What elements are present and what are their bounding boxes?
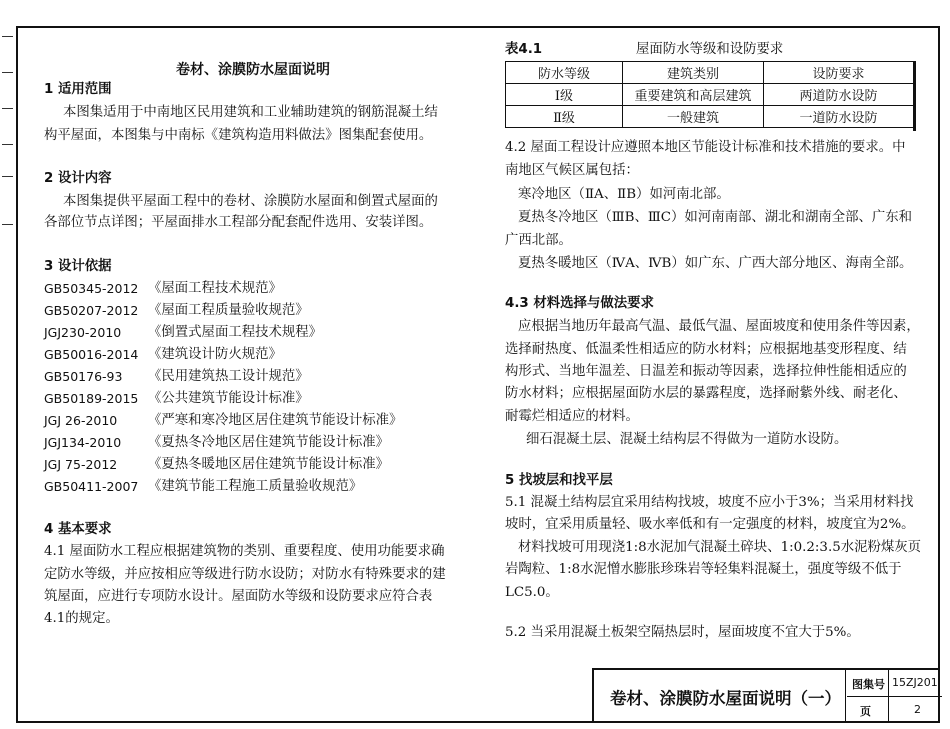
table-row bbox=[506, 106, 914, 128]
text-line: 夏热冬冷地区（ⅢB、ⅢC）如河南南部、湖北和湖南全部、广东和 bbox=[518, 210, 913, 225]
text-line: 防水材料；应根据屋面防水层的暴露程度，选择耐紫外线、耐老化、 bbox=[505, 386, 907, 401]
text-line: 岩陶粒、1:8水泥憎水膨胀珍珠岩等轻集料混凝土，强度等级不低于 bbox=[505, 562, 902, 577]
text-line: 细石混凝土层、混凝土结构层不得做为一道防水设防。 bbox=[526, 432, 848, 447]
section-3-heading: 3 设计依据 bbox=[44, 259, 112, 274]
standard-code: GB50345-2012 bbox=[44, 281, 139, 296]
standard-code: JGJ 26-2010 bbox=[44, 413, 118, 428]
text-line: 4.2 屋面工程设计应遵照本地区节能设计标准和技术措施的要求。中 bbox=[505, 140, 906, 155]
text-line: 4.1的规定。 bbox=[44, 611, 119, 626]
standard-name: 《建筑设计防火规范》 bbox=[148, 347, 282, 362]
standard-name: 《夏热冬冷地区居住建筑节能设计标准》 bbox=[148, 435, 390, 450]
text-line: LC5.0。 bbox=[505, 585, 559, 600]
table-caption: 屋面防水等级和设防要求 bbox=[636, 42, 784, 57]
divider bbox=[845, 670, 846, 723]
standard-code: GB50016-2014 bbox=[44, 347, 139, 362]
section-1-heading: 1 适用范围 bbox=[44, 82, 112, 97]
table-header-cell: 建筑类别 bbox=[623, 62, 764, 84]
text-line: 各部位节点详图；平屋面排水工程部分配套配件选用、安装详图。 bbox=[44, 215, 433, 230]
text-line: 应根据当地历年最高气温、最低气温、屋面坡度和使用条件等因素， bbox=[518, 319, 920, 334]
standard-name: 《夏热冬暖地区居住建筑节能设计标准》 bbox=[148, 457, 390, 472]
table-cell: Ⅱ级 bbox=[506, 106, 623, 128]
table-cell: 一般建筑 bbox=[623, 106, 764, 128]
standard-code: JGJ134-2010 bbox=[44, 435, 122, 450]
text-line: 南地区气候区属包括： bbox=[505, 163, 639, 178]
text-line: 夏热冬暖地区（ⅣA、ⅣB）如广东、广西大部分地区、海南全部。 bbox=[518, 256, 913, 271]
text-line: 构平屋面，本图集与中南标《建筑构造用料做法》图集配套使用。 bbox=[44, 128, 433, 143]
text-line: 本图集适用于中南地区民用建筑和工业辅助建筑的钢筋混凝土结 bbox=[63, 105, 438, 120]
text-line: 定防水等级，并应按相应等级进行防水设防；对防水有特殊要求的建 bbox=[44, 567, 446, 582]
standard-code: GB50189-2015 bbox=[44, 391, 139, 406]
standard-name: 《倒置式屋面工程技术规程》 bbox=[148, 325, 323, 340]
table-cell: Ⅰ级 bbox=[506, 84, 623, 106]
standard-name: 《严寒和寒冷地区居住建筑节能设计标准》 bbox=[148, 413, 403, 428]
atlas-number: 15ZJ201 bbox=[892, 676, 938, 689]
text-line: 5.2 当采用混凝土板架空隔热层时，屋面坡度不宜大于5%。 bbox=[505, 625, 860, 640]
table-cell: 一道防水设防 bbox=[764, 106, 914, 128]
text-line: 本图集提供平屋面工程中的卷材、涂膜防水屋面和倒置式屋面的 bbox=[63, 194, 438, 209]
binding-margin-marks bbox=[0, 26, 14, 226]
section-4-3-heading: 4.3 材料选择与做法要求 bbox=[505, 296, 654, 311]
waterproof-grade-table bbox=[505, 61, 914, 128]
standard-name: 《屋面工程质量验收规范》 bbox=[148, 303, 309, 318]
standard-code: GB50207-2012 bbox=[44, 303, 139, 318]
table-label: 表4.1 bbox=[505, 42, 543, 57]
text-line: 耐霉烂相适应的材料。 bbox=[505, 409, 639, 424]
standard-name: 《屋面工程技术规范》 bbox=[148, 281, 282, 296]
text-line: 筑屋面，应进行专项防水设计。屋面防水等级和设防要求应符合表 bbox=[44, 589, 433, 604]
page-number: 2 bbox=[914, 703, 921, 716]
text-line: 5.1 混凝土结构层宜采用结构找坡，坡度不应小于3%；当采用材料找 bbox=[505, 495, 914, 510]
standard-name: 《公共建筑节能设计标准》 bbox=[148, 391, 309, 406]
standard-code: GB50411-2007 bbox=[44, 479, 139, 494]
text-line: 广西北部。 bbox=[505, 233, 572, 248]
divider bbox=[847, 696, 942, 697]
standard-code: GB50176-93 bbox=[44, 369, 123, 384]
standard-code: JGJ230-2010 bbox=[44, 325, 122, 340]
title-block bbox=[592, 668, 940, 723]
section-5-heading: 5 找坡层和找平层 bbox=[505, 473, 613, 488]
standard-name: 《建筑节能工程施工质量验收规范》 bbox=[148, 479, 363, 494]
text-line: 材料找坡可用现浇1:8水泥加气混凝土碎块、1:0.2:3.5水泥粉煤灰页 bbox=[518, 540, 922, 555]
title-block-title: 卷材、涂膜防水屋面说明（一） bbox=[610, 689, 841, 708]
table-row bbox=[506, 84, 914, 106]
page-label: 页 bbox=[860, 705, 871, 718]
text-line: 坡时，宜采用质量轻、吸水率低和有一定强度的材料，坡度宜为2%。 bbox=[505, 517, 915, 532]
atlas-number-label: 图集号 bbox=[852, 678, 885, 691]
table-header-row bbox=[506, 62, 914, 84]
text-line: 构形式、当地年温差、日温差和振动等因素，选择拉伸性能相适应的 bbox=[505, 364, 907, 379]
section-4-heading: 4 基本要求 bbox=[44, 522, 112, 537]
text-line: 4.1 屋面防水工程应根据建筑物的类别、重要程度、使用功能要求确 bbox=[44, 544, 445, 559]
table-edge-bar bbox=[913, 61, 916, 131]
section-2-heading: 2 设计内容 bbox=[44, 171, 112, 186]
table-header-cell: 防水等级 bbox=[506, 62, 623, 84]
text-line: 寒冷地区（ⅡA、ⅡB）如河南北部。 bbox=[518, 187, 730, 202]
table-header-cell: 设防要求 bbox=[764, 62, 914, 84]
table-cell: 两道防水设防 bbox=[764, 84, 914, 106]
page-title: 卷材、涂膜防水屋面说明 bbox=[176, 62, 330, 78]
table-cell: 重要建筑和高层建筑 bbox=[623, 84, 764, 106]
text-line: 选择耐热度、低温柔性相适应的防水材料；应根据地基变形程度、结 bbox=[505, 342, 907, 357]
standard-name: 《民用建筑热工设计规范》 bbox=[148, 369, 309, 384]
standard-code: JGJ 75-2012 bbox=[44, 457, 118, 472]
